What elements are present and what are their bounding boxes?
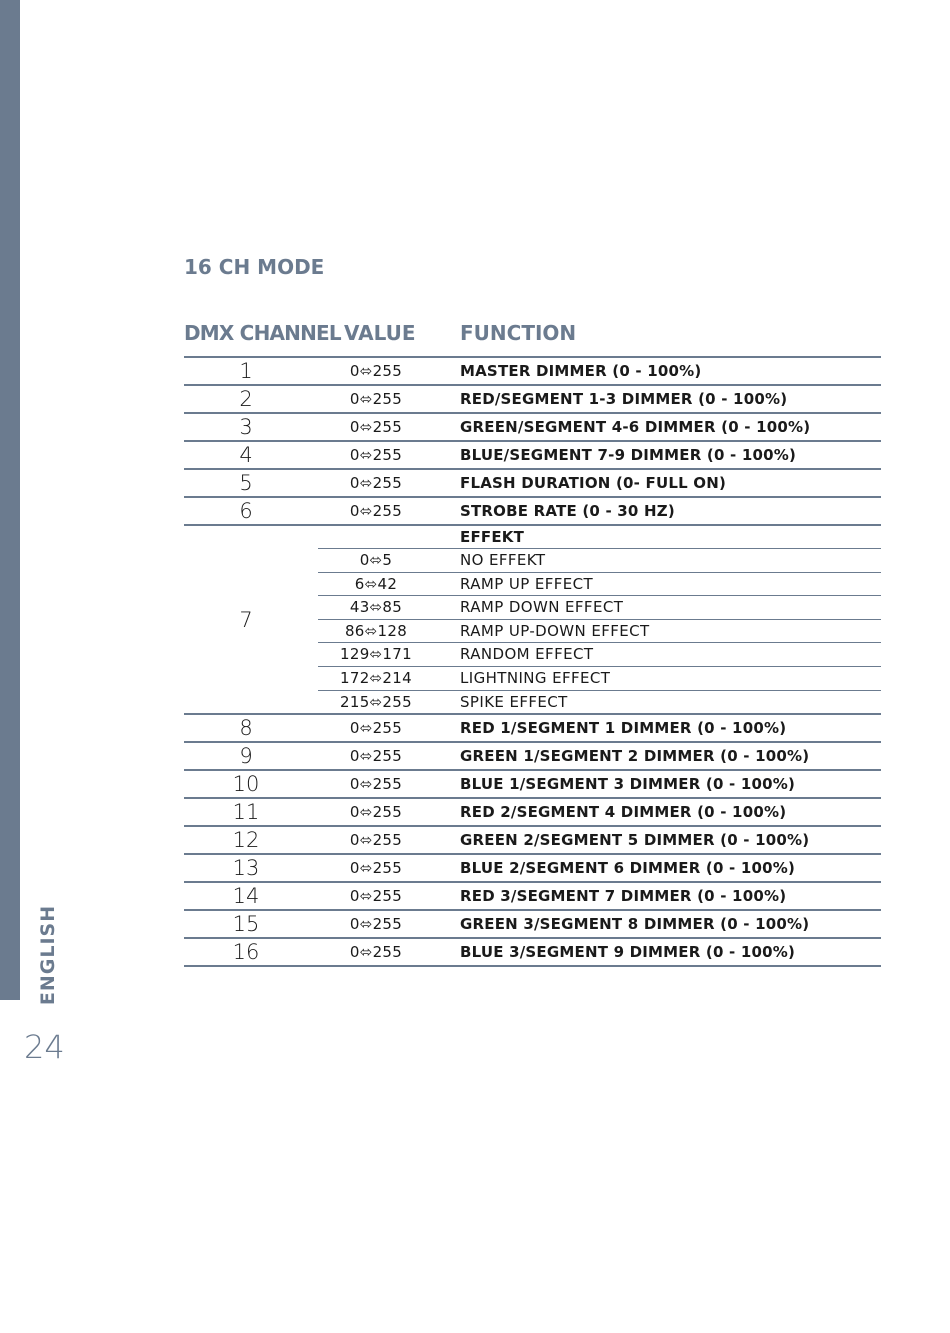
value-range: 0⬄255 (349, 719, 403, 738)
function-text: RAMP UP EFFECT (460, 574, 594, 593)
table-row (184, 939, 881, 967)
footer-mark (438, 1318, 440, 1328)
channel-number: 11 (232, 800, 260, 825)
effect-heading: EFFEKT (460, 528, 525, 546)
channel-number: 2 (239, 387, 253, 411)
value-range: 0⬄255 (349, 390, 403, 408)
effect-entry-row (318, 596, 881, 620)
value-range: 0⬄255 (349, 474, 403, 492)
function-text: RAMP DOWN EFFECT (460, 598, 624, 617)
channel-number: 14 (232, 884, 260, 909)
channel-number: 7 (239, 607, 253, 632)
language-label: ENGLISH (37, 904, 59, 1006)
function-text: BLUE 3/SEGMENT 9 DIMMER (0 - 100%) (460, 943, 796, 962)
function-text: STROBE RATE (0 - 30 HZ) (460, 502, 675, 520)
channel-number: 6 (239, 499, 253, 523)
section-title: 16 CH MODE (184, 255, 325, 279)
value-range: 43⬄85 (349, 598, 403, 617)
function-text: RED 2/SEGMENT 4 DIMMER (0 - 100%) (460, 803, 787, 822)
table-row (184, 358, 881, 386)
table-row (184, 771, 881, 799)
function-text: BLUE 1/SEGMENT 3 DIMMER (0 - 100%) (460, 775, 796, 794)
channel-number: 13 (232, 856, 260, 881)
function-text: RAMP UP-DOWN EFFECT (460, 621, 650, 640)
value-range: 0⬄255 (349, 418, 403, 436)
channel-number: 10 (232, 772, 260, 797)
table-row (184, 855, 881, 883)
function-text: BLUE/SEGMENT 7-9 DIMMER (0 - 100%) (460, 446, 797, 464)
value-range: 0⬄255 (349, 943, 403, 962)
side-accent-bar (0, 0, 20, 1000)
table-row (184, 911, 881, 939)
function-text: NO EFFEKT (460, 551, 546, 569)
page-number: 24 (24, 1028, 65, 1066)
channel-number: 12 (232, 828, 260, 853)
effect-entry-row (318, 691, 881, 714)
value-range: 0⬄5 (359, 551, 393, 569)
table-row-channel-7 (184, 526, 881, 715)
table-row (184, 743, 881, 771)
rows-group-before (184, 358, 881, 526)
channel-number: 15 (232, 912, 260, 937)
function-text: GREEN/SEGMENT 4-6 DIMMER (0 - 100%) (460, 418, 811, 436)
table-row (184, 470, 881, 498)
channel-number: 4 (239, 443, 253, 467)
value-range: 0⬄255 (349, 887, 403, 906)
table-row (184, 442, 881, 470)
value-range: 0⬄255 (349, 831, 403, 850)
channel-number: 5 (239, 471, 253, 495)
column-header-value: VALUE (344, 321, 416, 345)
function-text: GREEN 3/SEGMENT 8 DIMMER (0 - 100%) (460, 915, 810, 934)
table-row (184, 414, 881, 442)
table-row (184, 883, 881, 911)
function-text: RED 1/SEGMENT 1 DIMMER (0 - 100%) (460, 719, 787, 738)
value-range: 0⬄255 (349, 502, 403, 520)
function-text: LIGHTNING EFFECT (460, 668, 611, 687)
table-row (184, 498, 881, 526)
channel-number: 1 (239, 359, 253, 383)
function-text: GREEN 2/SEGMENT 5 DIMMER (0 - 100%) (460, 831, 810, 850)
value-range: 215⬄255 (340, 692, 412, 711)
value-range: 86⬄128 (344, 621, 408, 640)
table-row (184, 827, 881, 855)
value-range: 0⬄255 (349, 775, 403, 794)
value-range: 0⬄255 (349, 859, 403, 878)
effect-entry-row (318, 573, 881, 597)
value-range: 129⬄171 (340, 645, 412, 664)
value-range: 0⬄255 (349, 803, 403, 822)
value-range: 172⬄214 (340, 668, 412, 687)
value-range: 6⬄42 (354, 574, 398, 593)
table-row (184, 386, 881, 414)
value-range: 0⬄255 (349, 362, 403, 380)
function-text: RANDOM EFFECT (460, 645, 594, 664)
function-text: MASTER DIMMER (0 - 100%) (460, 362, 702, 380)
function-text: FLASH DURATION (0- FULL ON) (460, 474, 727, 492)
channel-number: 9 (239, 744, 253, 769)
channel-number: 3 (239, 415, 253, 439)
effect-entry-row (318, 667, 881, 691)
function-text: BLUE 2/SEGMENT 6 DIMMER (0 - 100%) (460, 859, 796, 878)
function-text: GREEN 1/SEGMENT 2 DIMMER (0 - 100%) (460, 747, 810, 766)
column-header-function: FUNCTION (460, 321, 577, 345)
effect-entry-row (318, 620, 881, 644)
channel-number: 16 (232, 940, 260, 965)
effect-entry-row (318, 549, 881, 573)
value-range: 0⬄255 (349, 747, 403, 766)
table-row (184, 715, 881, 743)
effect-heading-row (318, 526, 881, 549)
column-header-channel: DMX CHANNEL (184, 321, 341, 345)
dmx-channel-table (184, 358, 881, 967)
function-text: RED 3/SEGMENT 7 DIMMER (0 - 100%) (460, 887, 787, 906)
function-text: SPIKE EFFECT (460, 692, 568, 711)
value-range: 0⬄255 (349, 915, 403, 934)
function-text: RED/SEGMENT 1-3 DIMMER (0 - 100%) (460, 390, 788, 408)
channel-number: 8 (239, 716, 253, 741)
effect-entry-row (318, 643, 881, 667)
value-range: 0⬄255 (349, 446, 403, 464)
rows-group-after (184, 715, 881, 967)
table-row (184, 799, 881, 827)
